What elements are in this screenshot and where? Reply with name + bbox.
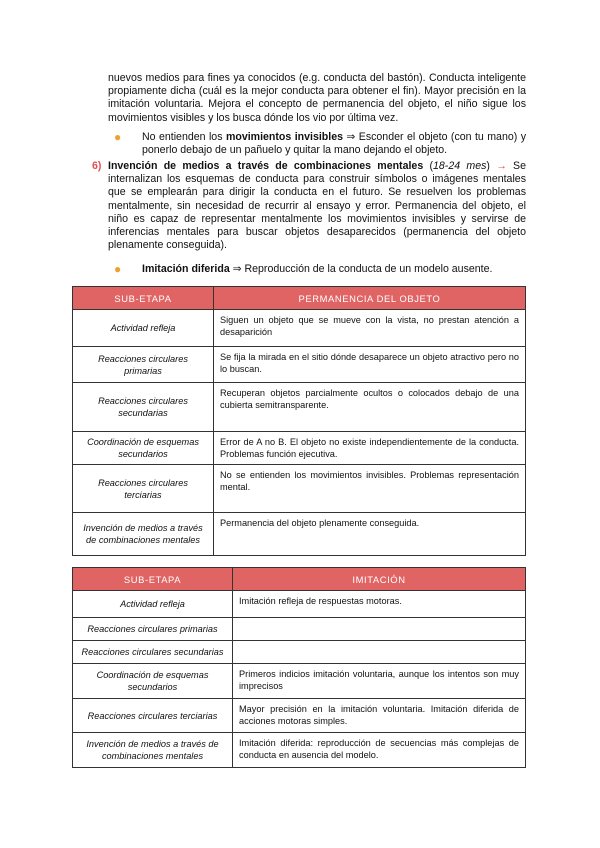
section-6	[92, 160, 526, 252]
description-cell: Imitación refleja de respuestas motoras.	[233, 591, 526, 618]
bullet1-arrow: ⇒	[343, 131, 359, 143]
section-age: 18-24 mes	[433, 160, 487, 172]
table-header: PERMANENCIA DEL OBJETO	[214, 287, 526, 310]
stage-cell: Coordinación de esquemas secundarios	[73, 432, 214, 465]
bullet2-rest: Reproducción de la conducta de un modelo ausente.	[244, 263, 493, 275]
table-row	[73, 310, 526, 347]
bullet-dot-icon: ●	[114, 262, 122, 276]
stage-cell: Reacciones circulares primarias	[73, 347, 214, 383]
table-row	[73, 513, 526, 556]
table-row	[73, 591, 526, 618]
table-object-permanence	[72, 286, 526, 556]
stage-cell: Actividad refleja	[73, 591, 233, 618]
stage-cell: Reacciones circulares terciarias	[73, 699, 233, 733]
description-cell: Siguen un objeto que se mueve con la vista, no prestan atención a desaparición	[214, 310, 526, 347]
description-cell: Recuperan objetos parcialmente ocultos o colocados debajo de una cubierta semitransparente.	[214, 383, 526, 432]
bullet-invisible-movements	[114, 130, 526, 157]
table-row	[73, 641, 526, 664]
bullet1-lead: No entienden los	[142, 131, 226, 143]
table-row	[73, 465, 526, 513]
stage-cell: Reacciones circulares primarias	[73, 618, 233, 641]
table-row	[73, 347, 526, 383]
bullet-dot-icon: ●	[114, 130, 122, 144]
table-header: SUB-ETAPA	[73, 568, 233, 591]
section-paren-open: (	[423, 160, 434, 172]
description-cell: Mayor precisión en la imitación voluntaria. Imitación diferida de acciones motoras simples.	[233, 699, 526, 733]
stage-cell: Actividad refleja	[73, 310, 214, 347]
bullet1-rest: Esconder el objeto (con tu mano) y ponerlo debajo de un pañuelo y quitar la mano dejando el objeto.	[142, 131, 526, 157]
paragraph-continuation: nuevos medios para fines ya conocidos (e.g. conducta del bastón). Conducta inteligente propiamente dicha (cuál es la mejor conducta para obtener el fin). Mayor precisión en la imitación voluntaria. Mejora el concepto de permanencia del objeto, el niño sigue los movimientos visibles y los busca dónde los vio por última vez.	[108, 72, 526, 124]
table-imitation	[72, 567, 526, 768]
table-row	[73, 664, 526, 699]
table-row	[73, 699, 526, 733]
description-cell	[233, 618, 526, 641]
stage-cell: Reacciones circulares secundarias	[73, 383, 214, 432]
stage-cell: Invención de medios a través de combinaciones mentales	[73, 733, 233, 768]
table-row	[73, 618, 526, 641]
section-body: Se internalizan los esquemas de conducta para construir símbolos o imágenes mentales que se emplearán para dirigir la conducta en el futuro. Se resuelven los problemas mentalmente, sin necesidad de recurrir al ensayo y error. Permanencia del objeto, el niño es capaz de representar mentalmente los movimientos invisibles y servirse de inferencias mentales para buscar objetos desaparecidos (permanencia del objeto plenamente conseguida).	[108, 160, 526, 252]
table-row	[73, 733, 526, 768]
description-cell: Permanencia del objeto plenamente conseguida.	[214, 513, 526, 556]
table-row	[73, 383, 526, 432]
description-cell: Primeros indicios imitación voluntaria, aunque los intentos son muy imprecisos	[233, 664, 526, 699]
description-cell: No se entienden los movimientos invisibles. Problemas representación mental.	[214, 465, 526, 513]
table-header: IMITACIÓN	[233, 568, 526, 591]
bullet-deferred-imitation	[114, 262, 526, 276]
description-cell: Error de A no B. El objeto no existe independientemente de la conducta. Problemas función ejecutiva.	[214, 432, 526, 465]
description-cell: Imitación diferida: reproducción de secuencias más complejas de conducta en ausencia del modelo.	[233, 733, 526, 768]
section-paren-close: )	[486, 160, 497, 172]
description-cell: Se fija la mirada en el sitio dónde desaparece un objeto atractivo pero no lo buscan.	[214, 347, 526, 383]
table-header: SUB-ETAPA	[73, 287, 214, 310]
bullet2-arrow: ⇒	[229, 263, 245, 275]
description-cell	[233, 641, 526, 664]
stage-cell: Reacciones circulares secundarias	[73, 641, 233, 664]
stage-cell: Invención de medios a través de combinaciones mentales	[73, 513, 214, 556]
section-title: Invención de medios a través de combinaciones mentales	[108, 160, 424, 172]
bullet2-bold: Imitación diferida	[142, 263, 230, 275]
table-row	[73, 432, 526, 465]
bullet1-bold: movimientos invisibles	[225, 131, 343, 143]
stage-cell: Coordinación de esquemas secundarios	[73, 664, 233, 699]
section-number: 6)	[92, 160, 102, 172]
stage-cell: Reacciones circulares terciarias	[73, 465, 214, 513]
right-arrow-icon: →	[496, 160, 507, 172]
